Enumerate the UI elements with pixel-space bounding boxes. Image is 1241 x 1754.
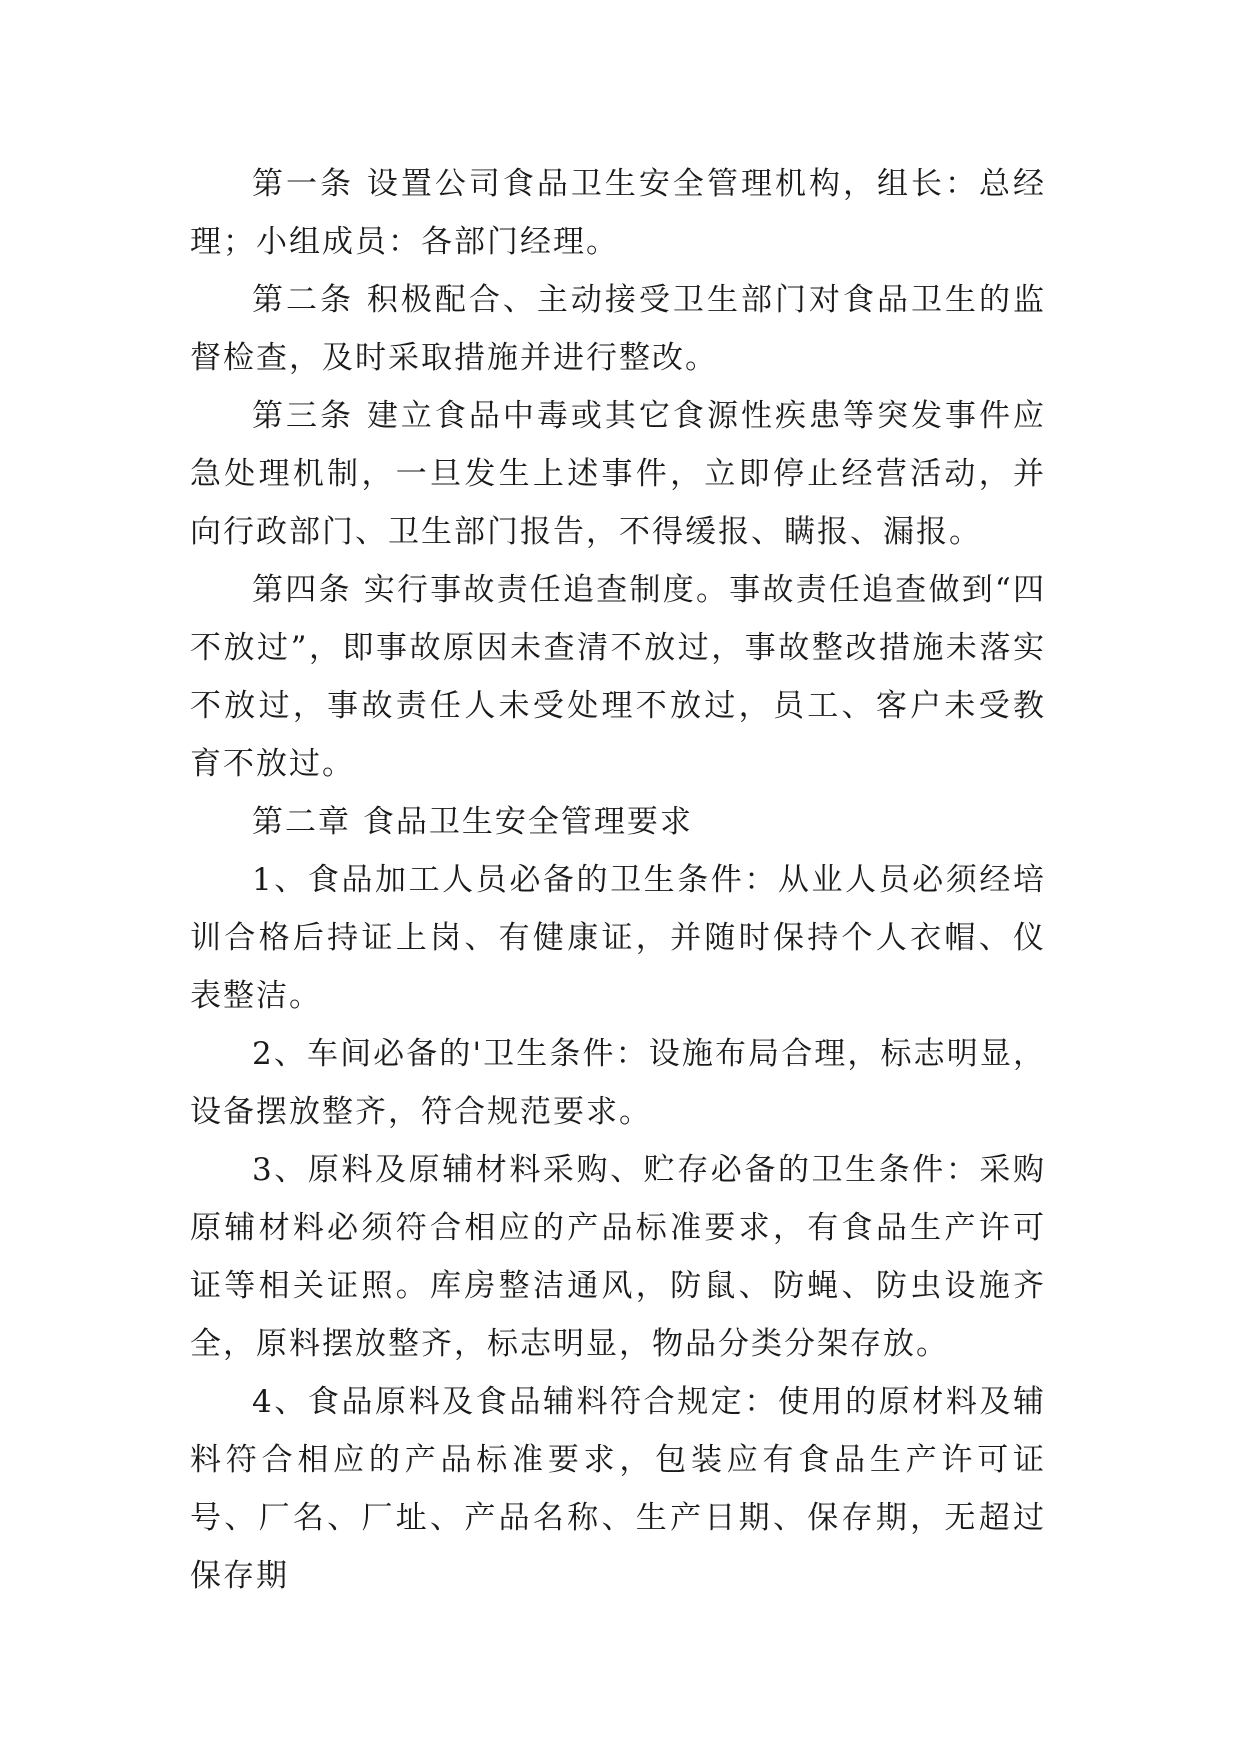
document-body — [190, 155, 1046, 1605]
article-3-paragraph: 第三条 建立食品中毒或其它食源性疾患等突发事件应急处理机制，一旦发生上述事件，立即停止经营活动，并向行政部门、卫生部门报告，不得缓报、瞒报、漏报。 — [190, 398, 1046, 550]
requirement-3-paragraph: 3、原料及原辅材料采购、贮存必备的卫生条件：采购原辅材料必须符合相应的产品标准要求，有食品生产许可证等相关证照。库房整洁通风，防鼠、防蝇、防虫设施齐全，原料摆放整齐，标志明显，物品分类分架存放。 — [190, 1152, 1046, 1362]
article-2-paragraph: 第二条 积极配合、主动接受卫生部门对食品卫生的监督检查，及时采取措施并进行整改。 — [190, 282, 1046, 376]
article-4-paragraph: 第四条 实行事故责任追查制度。事故责任追查做到“四不放过”，即事故原因未查清不放过，事故整改措施未落实不放过，事故责任人未受处理不放过，员工、客户未受教育不放过。 — [190, 572, 1046, 782]
chapter-2-heading: 第二章 食品卫生安全管理要求 — [252, 804, 693, 840]
requirement-4-paragraph: 4、食品原料及食品辅料符合规定：使用的原材料及辅料符合相应的产品标准要求，包装应有食品生产许可证号、厂名、厂址、产品名称、生产日期、保存期，无超过保存期 — [190, 1384, 1046, 1594]
article-1-paragraph: 第一条 设置公司食品卫生安全管理机构，组长：总经理；小组成员：各部门经理。 — [190, 166, 1046, 260]
requirement-2-paragraph: 2、车间必备的'卫生条件：设施布局合理，标志明显，设备摆放整齐，符合规范要求。 — [190, 1036, 1046, 1130]
requirement-1-paragraph: 1、食品加工人员必备的卫生条件：从业人员必须经培训合格后持证上岗、有健康证，并随时保持个人衣帽、仪表整洁。 — [190, 862, 1046, 1014]
